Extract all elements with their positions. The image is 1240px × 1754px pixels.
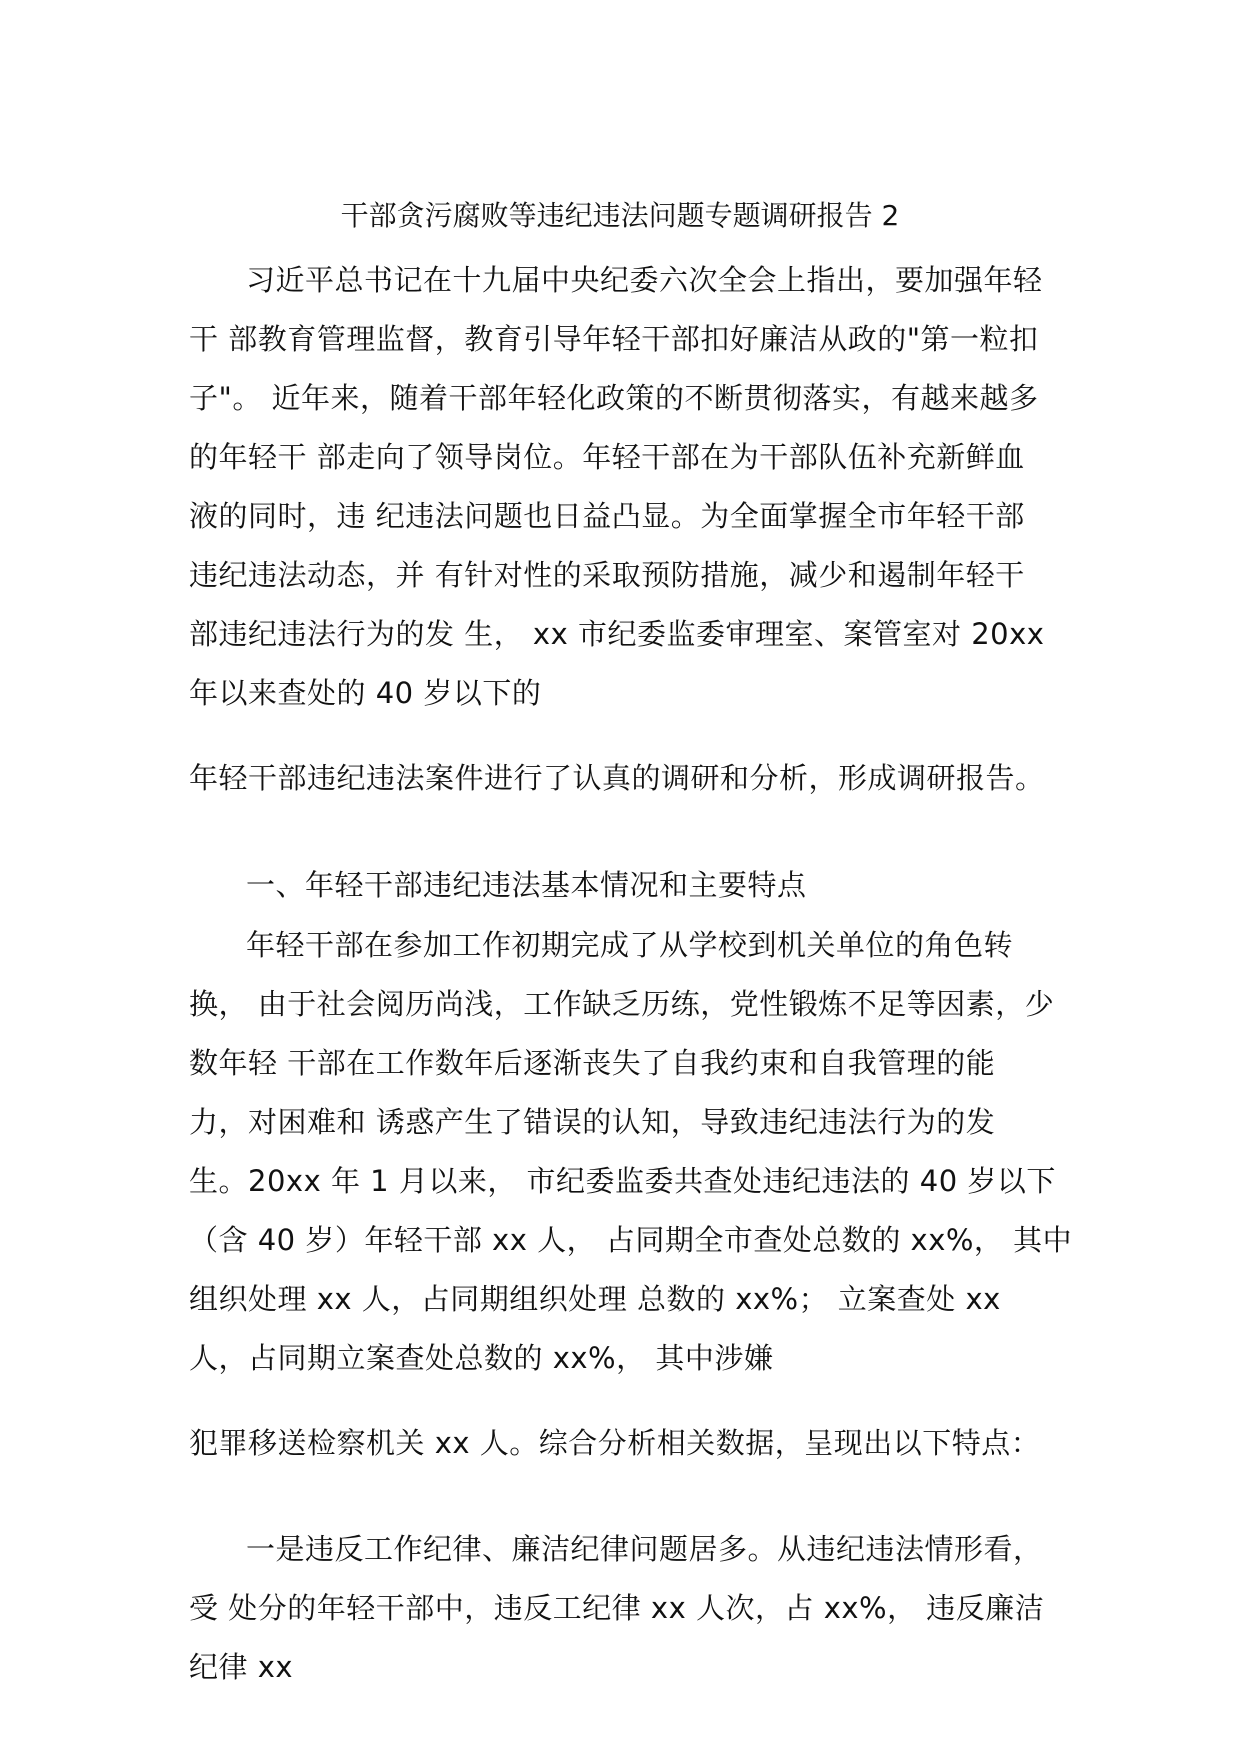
paragraph-line: 组织处理 xx 人，占同期组织处理 总数的 xx%； 立案查处 xx [189, 1282, 1001, 1316]
paragraph-line: 犯罪移送检察机关 xx 人。综合分析相关数据，呈现出以下特点： [189, 1426, 1041, 1460]
paragraph-line: 纪律 xx [189, 1650, 294, 1684]
paragraph-line: （含 40 岁）年轻干部 xx 人， 占同期全市查处总数的 xx%， 其中 [189, 1223, 1073, 1257]
paragraph-line: 受 处分的年轻干部中，违反工纪律 xx 人次，占 xx%， 违反廉洁 [189, 1591, 1045, 1625]
paragraph-line: 的年轻干 部走向了领导岗位。年轻干部在为干部队伍补充新鲜血 [189, 440, 1025, 474]
paragraph-line: 子"。 近年来，随着干部年轻化政策的不断贯彻落实，有越来越多 [189, 381, 1039, 415]
paragraph-line: 数年轻 干部在工作数年后逐渐丧失了自我约束和自我管理的能 [189, 1046, 996, 1080]
section-heading: 一、年轻干部违纪违法基本情况和主要特点 [246, 868, 807, 902]
document-title: 干部贪污腐败等违纪违法问题专题调研报告 2 [340, 199, 900, 232]
paragraph-line: 部违纪违法行为的发 生， xx 市纪委监委审理室、案管室对 20xx [189, 617, 1045, 651]
paragraph-line: 一是违反工作纪律、廉洁纪律问题居多。从违纪违法情形看， [246, 1532, 1043, 1566]
paragraph-line: 换， 由于社会阅历尚浅，工作缺乏历练，党性锻炼不足等因素，少 [189, 987, 1055, 1021]
paragraph-line: 生。20xx 年 1 月以来， 市纪委监委共查处违纪违法的 40 岁以下 [189, 1164, 1056, 1198]
paragraph-line: 年以来查处的 40 岁以下的 [189, 676, 542, 710]
paragraph-line: 习近平总书记在十九届中央纪委六次全会上指出，要加强年轻 [246, 263, 1043, 297]
paragraph-line: 力，对困难和 诱惑产生了错误的认知，导致违纪违法行为的发 [189, 1105, 996, 1139]
paragraph-line: 违纪违法动态，并 有针对性的采取预防措施，减少和遏制年轻干 [189, 558, 1025, 592]
paragraph-line: 年轻干部违纪违法案件进行了认真的调研和分析，形成调研报告。 [189, 761, 1045, 795]
paragraph-line: 液的同时，违 纪违法问题也日益凸显。为全面掌握全市年轻干部 [189, 499, 1025, 533]
paragraph-line: 干 部教育管理监督，教育引导年轻干部扣好廉洁从政的"第一粒扣 [189, 322, 1039, 356]
paragraph-line: 人，占同期立案查处总数的 xx%， 其中涉嫌 [189, 1341, 774, 1375]
paragraph-line: 年轻干部在参加工作初期完成了从学校到机关单位的角色转 [246, 928, 1014, 962]
